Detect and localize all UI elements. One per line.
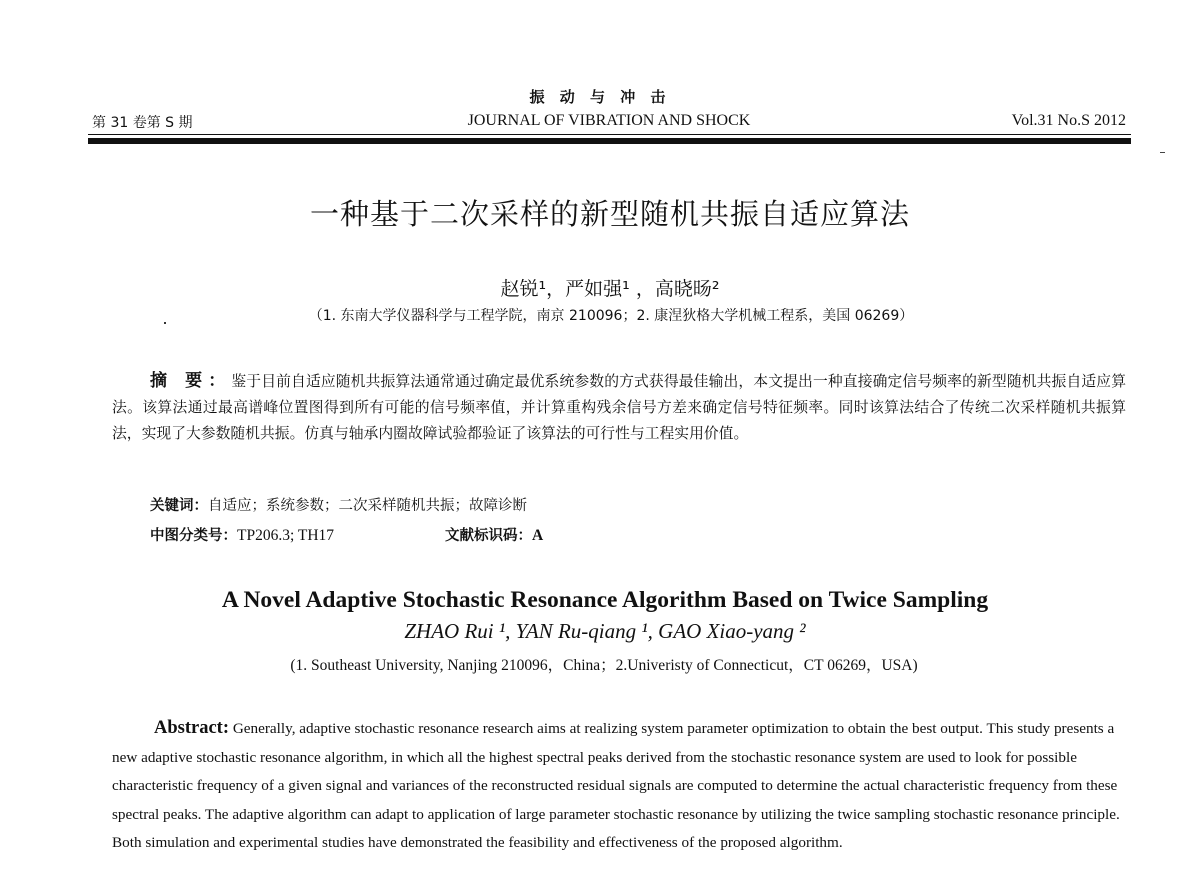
abstract-text-en: Generally, adaptive stochastic resonance research aims at realizing system parameter optimization to obtain the best output. This study presents a new adaptive stochastic resonance algorithm, in which all the highest spectral peaks derived from the stochastic resonance system are used to look for possible characteristic frequency of a given signal and variances of the reconstructed residual signals are computed to determine the actual characteristic frequency from these spectral peaks. The adaptive algorithm can adapt to application of large parameter stochastic resonance by utilizing the twice sampling stochastic resonance principle. Both simulation and experimental studies have demonstrated the feasibility and effectiveness of the proposed algorithm. bbox=[112, 720, 1120, 851]
header-rule-thick bbox=[88, 138, 1131, 144]
header-rule-thin bbox=[88, 134, 1131, 135]
scan-dot bbox=[164, 322, 166, 324]
journal-title-en: JOURNAL OF VIBRATION AND SHOCK bbox=[467, 112, 751, 129]
affiliation-cn: （1. 东南大学仪器科学与工程学院，南京 210096；2. 康涅狄格大学机械工程系，美国 06269） bbox=[308, 308, 914, 324]
issue-label-cn: 第 31 卷第 S 期 bbox=[92, 115, 193, 131]
paper-title-en: A Novel Adaptive Stochastic Resonance Algorithm Based on Twice Sampling bbox=[221, 587, 989, 613]
document-code-label: 文献标识码： bbox=[445, 528, 532, 544]
authors-cn: 赵锐¹，严如强¹ ，高晓旸² bbox=[500, 278, 720, 300]
abstract-text-cn: 鉴于目前自适应随机共振算法通常通过确定最优系统参数的方式获得最佳输出，本文提出一种直接确定信号频率的新型随机共振自适应算法。该算法通过最高谱峰位置图得到所有可能的信号频率值，并计算重构残余信号方差来确定信号特征频率。同时该算法结合了传统二次采样随机共振算法，实现了大参数随机共振。仿真与轴承内圈故障试验都验证了该算法的可行性与工程实用价值。 bbox=[112, 373, 1126, 442]
scan-mark bbox=[1160, 152, 1165, 153]
affiliation-en: (1. Southeast University, Nanjing 210096，China；2.Univeristy of Connecticut，CT 06269，USA) bbox=[290, 657, 918, 674]
keywords-label-cn: 关键词： bbox=[150, 498, 208, 514]
classification-value: TP206.3; TH17 bbox=[237, 527, 335, 544]
document-code-cn bbox=[445, 524, 543, 545]
volume-label: Vol.31 No.S 2012 bbox=[1011, 112, 1126, 129]
abstract-cn bbox=[112, 368, 1126, 447]
abstract-label-en: Abstract: bbox=[154, 718, 230, 738]
document-code-value: A bbox=[532, 527, 544, 544]
abstract-label-cn: 摘 要： bbox=[150, 371, 232, 391]
journal-title-cn: 振 动 与 冲 击 bbox=[529, 88, 671, 106]
authors-en: ZHAO Rui ¹, YAN Ru-qiang ¹, GAO Xiao-yang ² bbox=[404, 619, 806, 643]
classification-cn bbox=[150, 524, 334, 545]
paper-title-cn: 一种基于二次采样的新型随机共振自适应算法 bbox=[309, 197, 910, 231]
abstract-en bbox=[112, 714, 1128, 858]
keywords-value-cn: 自适应；系统参数；二次采样随机共振；故障诊断 bbox=[208, 498, 527, 514]
classification-label: 中图分类号： bbox=[150, 528, 237, 544]
keywords-cn bbox=[150, 494, 527, 515]
